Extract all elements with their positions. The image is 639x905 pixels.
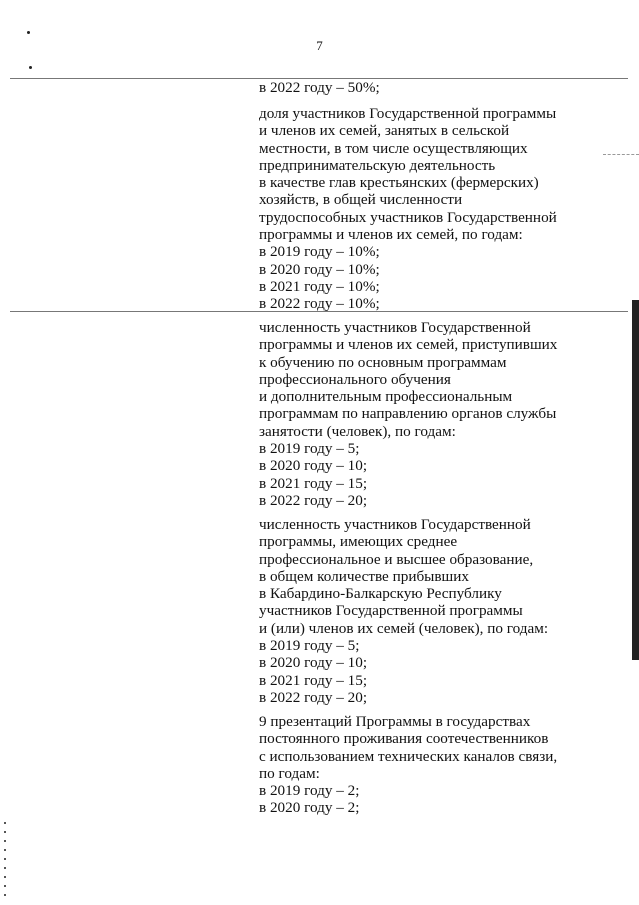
- text-line: занятости (человек), по годам:: [259, 422, 456, 440]
- text-line: в 2021 году – 15;: [259, 474, 368, 492]
- text-line: местности, в том числе осуществляющих: [259, 139, 528, 157]
- text-line: профессиональное и высшее образование,: [259, 550, 534, 568]
- text-line: 9 презентаций Программы в государствах: [259, 713, 531, 730]
- text-line: в 2019 году – 2;: [259, 782, 360, 800]
- text-line: численность участников Государственной: [259, 319, 531, 336]
- scan-speck: [27, 31, 30, 34]
- text-line: в 2020 году – 2;: [259, 799, 360, 817]
- text-line: программы и членов их семей, приступивших: [259, 336, 558, 354]
- text-line: в 2019 году – 5;: [259, 440, 360, 458]
- text-line: профессионального обучения: [259, 370, 451, 388]
- text-line: по годам:: [259, 764, 320, 782]
- text-line: программам по направлению органов службы: [259, 405, 557, 423]
- text-line: в 2022 году – 20;: [259, 491, 368, 509]
- text-line: в 2020 году – 10%;: [259, 260, 380, 278]
- indicator-block: [259, 713, 579, 817]
- text-line: хозяйств, в общей численности: [259, 191, 463, 209]
- text-line: в 2021 году – 10%;: [259, 277, 380, 295]
- text-line: в 2020 году – 10;: [259, 654, 368, 672]
- text-line: постоянного проживания соотечественников: [259, 730, 549, 748]
- indicator-block: [259, 105, 579, 313]
- text-line: в Кабардино-Балкарскую Республику: [259, 585, 502, 603]
- scan-shadow: [632, 300, 639, 660]
- text-line: в качестве глав крестьянских (фермерских): [259, 174, 539, 192]
- text-line: доля участников Государственной программы: [259, 105, 557, 122]
- indicator-block: [259, 319, 579, 509]
- scan-shadow: [4, 822, 6, 902]
- indicator-block: [259, 516, 579, 706]
- scan-speck: [29, 66, 32, 69]
- text-line: программы, имеющих среднее: [259, 533, 458, 551]
- text-line: в 2020 году – 10;: [259, 457, 368, 475]
- text-line: к обучению по основным программам: [259, 353, 507, 371]
- text-line: и членов их семей, занятых в сельской: [259, 122, 510, 140]
- text-line: в 2022 году – 20;: [259, 688, 368, 706]
- text-line: и (или) членов их семей (человек), по годам:: [259, 619, 549, 637]
- text-line: в 2022 году – 10%;: [259, 295, 380, 313]
- text-line: численность участников Государственной: [259, 516, 531, 533]
- indicator-block: [259, 79, 579, 96]
- text-line: с использованием технических каналов связи,: [259, 747, 558, 765]
- text-line: в 2019 году – 5;: [259, 637, 360, 655]
- text-line: в 2019 году – 10%;: [259, 243, 380, 261]
- text-line: в общем количестве прибывших: [259, 567, 469, 585]
- text-line: предпринимательскую деятельность: [259, 156, 496, 174]
- text-line: трудоспособных участников Государственной: [259, 208, 557, 226]
- text-line: участников Государственной программы: [259, 602, 523, 620]
- page-number: 7: [316, 38, 323, 53]
- text-line: в 2021 году – 15;: [259, 671, 368, 689]
- scan-edge-mark: [603, 154, 639, 156]
- text-line: и дополнительным профессиональным: [259, 388, 513, 406]
- text-line: программы и членов их семей, по годам:: [259, 226, 523, 244]
- text-line: в 2022 году – 50%;: [259, 79, 380, 96]
